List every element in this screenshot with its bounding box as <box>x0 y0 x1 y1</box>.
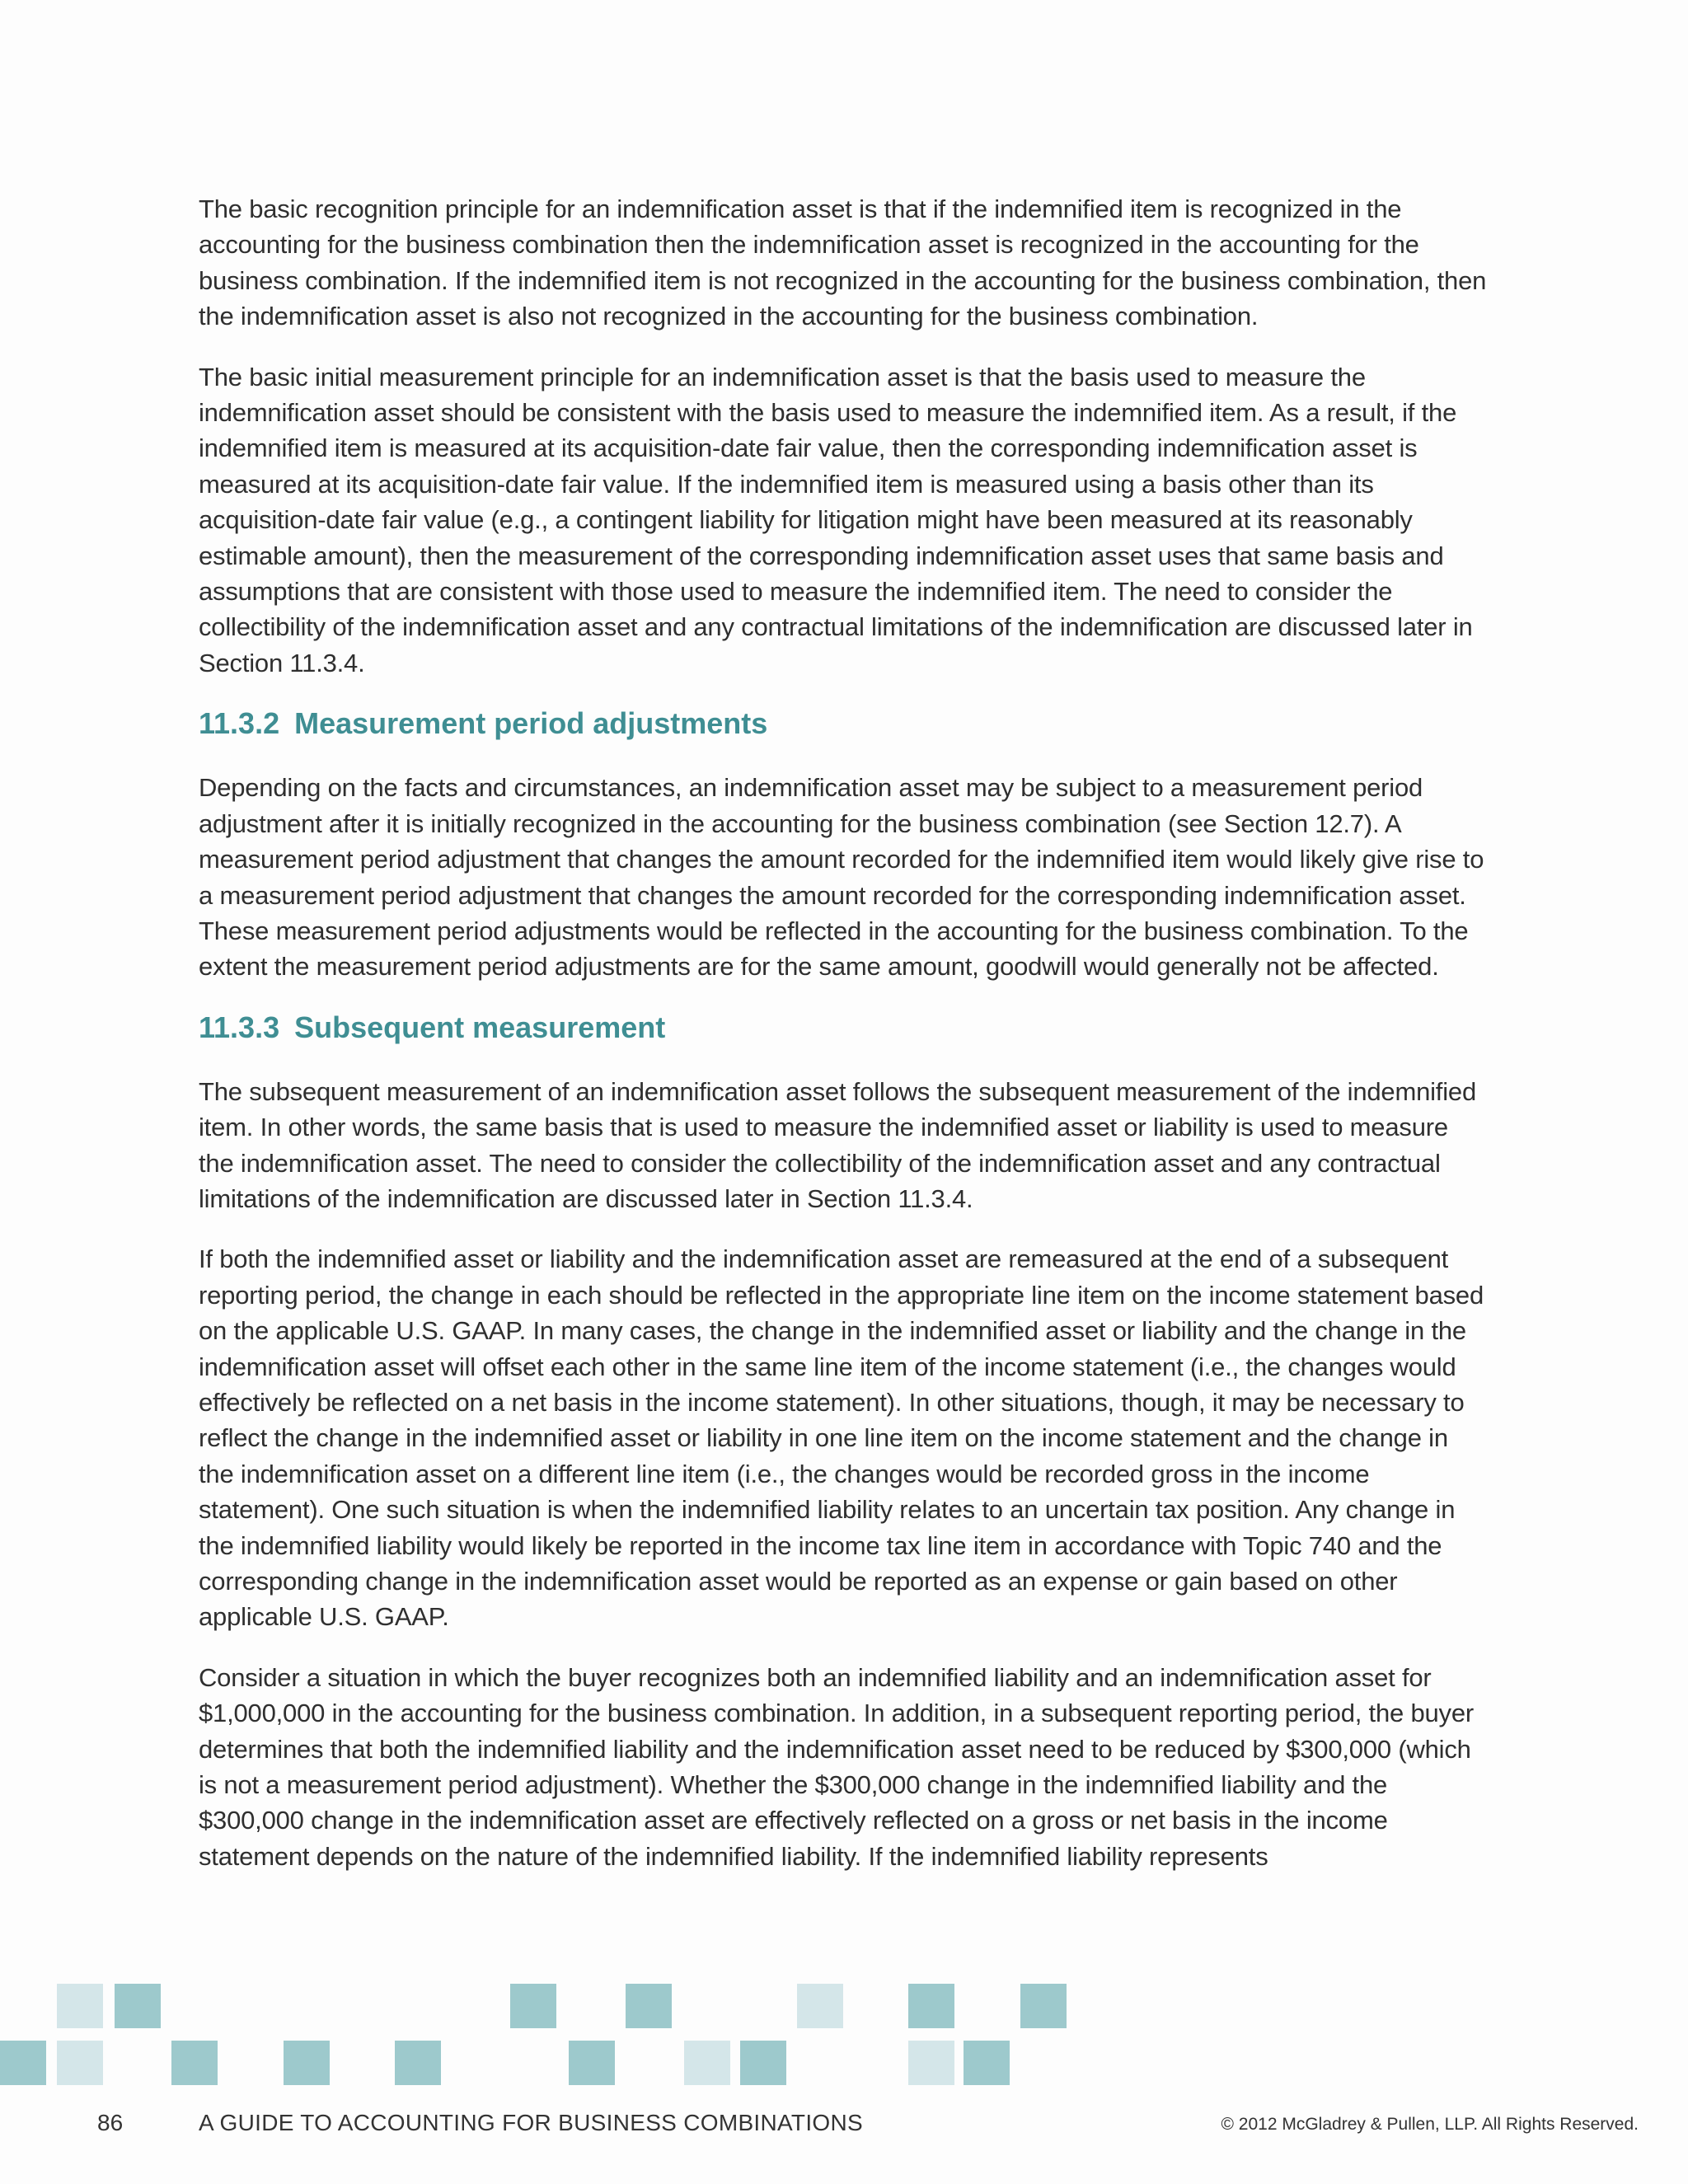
guide-title: A GUIDE TO ACCOUNTING FOR BUSINESS COMBINATIONS <box>199 2110 863 2135</box>
paragraph-measurement-period: Depending on the facts and circumstances, an indemnification asset may be subject to a measurement period adjustment after it is initially recognized in the accounting for the business combination (see Section 12.7). A measurement period adjustment that changes the amount recorded for the indemnified item would likely give rise to a measurement period adjustment that changes the amount recorded for the corresponding indemnification asset. These measurement period adjustments would be reflected in the accounting for the business combination. To the extent the measurement period adjustments are for the same amount, goodwill would generally not be affected. <box>199 773 1484 982</box>
decorative-square <box>626 1984 672 2028</box>
decorative-square <box>284 2041 330 2085</box>
paragraph-remeasurement: If both the indemnified asset or liability and the indemnification asset are remeasured at the end of a subsequent reporting period, the change in each should be reflected in the appropriate line item on the income statement based on the applicable U.S. GAAP. In many cases, the change in the indemnified asset or liability and the change in the indemnification asset will offset each other in the same line item of the income statement (i.e., the changes would effectively be reflected on a net basis in the income statement). In other situations, though, it may be necessary to reflect the change in the indemnified asset or liability in one line item on the income statement and the change in the indemnification asset on a different line item (i.e., the changes would be recorded gross in the income statement). One such situation is when the indemnified liability relates to an uncertain tax position. Any change in the indemnified liability would likely be reported in the income tax line item in accordance with Topic 740 and the corresponding change in the indemnification asset would be reported as an expense or gain based on other applicable U.S. GAAP. <box>199 1244 1484 1632</box>
main-content <box>199 191 1489 1899</box>
decorative-square <box>510 1984 556 2028</box>
decorative-square <box>964 2041 1010 2085</box>
decorative-square <box>57 2041 103 2085</box>
paragraph-example-situation: Consider a situation in which the buyer recognizes both an indemnified liability and an indemnification asset for $1,000,000 in the accounting for the business combination. In addition, in a subsequent reporting period, the buyer determines that both the indemnified liability and the indemnification asset need to be reduced by $300,000 (which is not a measurement period adjustment). Whether the $300,000 change in the indemnified liability and the $300,000 change in the indemnification asset are effectively reflected on a gross or net basis in the income statement depends on the nature of the indemnified liability. If the indemnified liability represents <box>199 1662 1475 1871</box>
section-heading-11-3-3 <box>199 1010 1489 1046</box>
paragraph-initial-measurement: The basic initial measurement principle for an indemnification asset is that the basis used to measure the indemnification asset should be consistent with the basis used to measure the indemnified item. As a result, if the indemnified item is measured at its acquisition-date fair value, then the corresponding indemnification asset is measured at its acquisition-date fair value. If the indemnified item is measured using a basis other than its acquisition-date fair value (e.g., a contingent liability for litigation might have been measured at its reasonably estimable amount), then the measurement of the corresponding indemnification asset uses that same basis and assumptions that are consistent with those used to measure the indemnified item. The need to consider the collectibility of the indemnification asset and any contractual limitations of the indemnification are discussed later in Section 11.3.4. <box>199 362 1473 677</box>
decorative-square <box>797 1984 843 2028</box>
decorative-square <box>569 2041 615 2085</box>
decorative-square <box>684 2041 730 2085</box>
decorative-square <box>395 2041 441 2085</box>
page-number: 86 <box>97 2110 124 2135</box>
decorative-square <box>740 2041 786 2085</box>
section-heading-11-3-2 <box>199 705 1489 742</box>
copyright-notice: © 2012 McGladrey & Pullen, LLP. All Rights Reserved. <box>1221 2115 1639 2134</box>
section-number: 11.3.2 <box>199 706 280 741</box>
paragraph-recognition-principle: The basic recognition principle for an indemnification asset is that if the indemnified item is recognized in the accounting for the business combination then the indemnification asset is recognized in the accounting for the business combination. If the indemnified item is not recognized in the accounting for the business combination, then the indemnification asset is also not recognized in the accounting for the business combination. <box>199 194 1487 331</box>
decorative-square <box>908 1984 954 2028</box>
decorative-square <box>115 1984 161 2028</box>
section-title: Measurement period adjustments <box>294 706 768 741</box>
decorative-square <box>57 1984 103 2028</box>
decorative-square <box>0 2041 46 2085</box>
section-title: Subsequent measurement <box>294 1010 666 1044</box>
decorative-square <box>1020 1984 1067 2028</box>
decorative-square <box>171 2041 218 2085</box>
decorative-square <box>908 2041 954 2085</box>
section-number: 11.3.3 <box>199 1010 280 1044</box>
paragraph-subsequent-measurement: The subsequent measurement of an indemnification asset follows the subsequent measurement of the indemnified item. In other words, the same basis that is used to measure the indemnified asset or liability is used to measure the indemnification asset. The need to consider the collectibility of the indemnification asset and any contractual limitations of the indemnification are discussed later in Section 11.3.4. <box>199 1076 1476 1213</box>
